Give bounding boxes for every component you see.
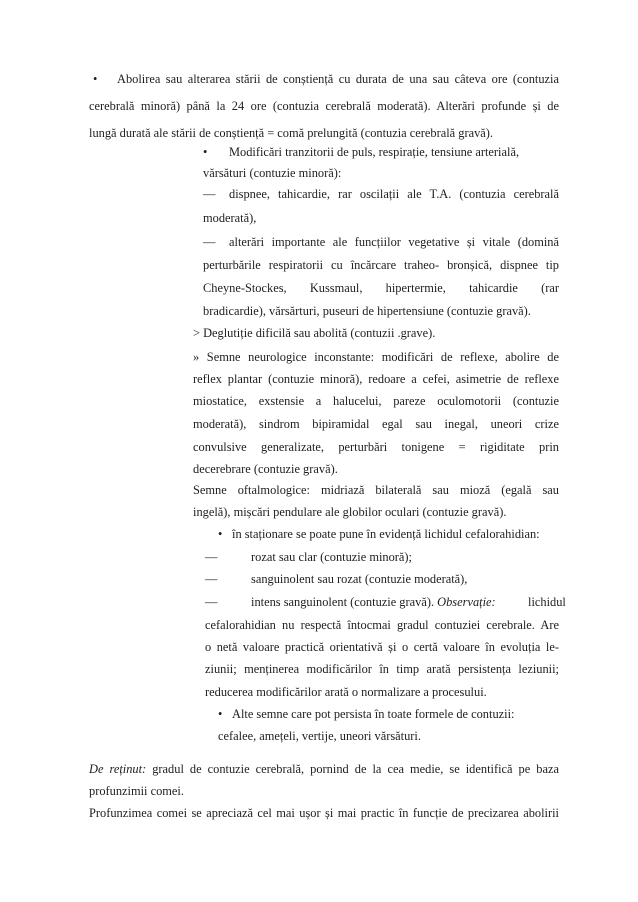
paragraph-text: intens sanguinolent (contuzie gravă). [251, 595, 435, 609]
paragraph-line: Cheyne-Stockes, Kussmaul, hipertermie, tahicardie (rar [203, 281, 559, 295]
dash-marker: — [205, 595, 218, 609]
paragraph-line: sanguinolent sau rozat (contuzie moderată), [251, 572, 468, 586]
paragraph-line: perturbările respiratorii cu încărcare traheo- bronșică, dispnee tip [203, 258, 559, 272]
paragraph-line: profunzimii comei. [89, 784, 184, 798]
paragraph-line: moderată), sindrom bipiramidal egal sau inegal, uneori crize [193, 417, 559, 431]
note-label: De reținut: [89, 762, 147, 776]
paragraph-line: moderată), [203, 211, 257, 225]
paragraph-line: ingelă), mișcări pendulare ale globilor oculari (contuzie gravă). [193, 505, 507, 519]
paragraph-line: > Deglutiție dificilă sau abolită (contuzii .grave). [193, 326, 436, 340]
paragraph-line: Profunzimea comei se apreciază cel mai ușor și mai practic în funcție de precizarea abolirii [89, 806, 559, 820]
paragraph-text: lichidul [528, 595, 566, 609]
paragraph-line: ziunii; menținerea modificărilor în timp arată persistența leziunii; [205, 662, 559, 676]
paragraph-line: Abolirea sau alterarea stării de conștiență cu durata de una sau câteva ore (contuzia [117, 72, 559, 86]
paragraph-line: cefalorahidian nu respectă întocmai gradul contuziei cerebrale. Are [205, 618, 559, 632]
paragraph-line: dispnee, tahicardie, rar oscilații ale T.A. (contuzia cerebrală [229, 187, 559, 201]
dash-marker: — [205, 550, 218, 564]
dash-marker: — [205, 572, 218, 586]
paragraph-line: cefalee, amețeli, vertije, uneori vărsături. [218, 729, 421, 743]
bullet-marker: • [203, 145, 208, 159]
paragraph-line: alterări importante ale funcțiilor vegetative și vitale (domină [229, 235, 559, 249]
paragraph-line: decerebrare (contuzie gravă). [193, 462, 338, 476]
paragraph-line: în staționare se poate pune în evidență lichidul cefalorahidian: [232, 527, 540, 541]
paragraph-line: o netă valoare practică orientativă și o certă valoare în evoluția le- [205, 640, 559, 654]
paragraph-line: vărsături (contuzie minoră): [203, 166, 342, 180]
dash-marker: — [203, 235, 216, 249]
paragraph-line: bradicardie), vărsărturi, puseuri de hipertensiune (contuzie gravă). [203, 304, 531, 318]
paragraph-line: Semne oftalmologice: midriază bilaterală sau mioză (egală sau [193, 483, 559, 497]
bullet-marker: • [218, 707, 223, 721]
dash-marker: — [203, 187, 216, 201]
paragraph-line: reducerea modificărilor arată o normalizare a procesului. [205, 685, 487, 699]
paragraph-line: convulsive generalizate, perturbări tonigene = rigiditate prin [193, 440, 559, 454]
paragraph-line: lungă durată ale stării de conștiență = comă prelungită (contuzia cerebrală gravă). [89, 126, 493, 140]
bullet-marker: • [93, 72, 98, 86]
observation-label: Observație: [437, 595, 496, 609]
paragraph-line: rozat sau clar (contuzie minoră); [251, 550, 412, 564]
paragraph-line: Alte semne care pot persista în toate formele de contuzii: [232, 707, 515, 721]
paragraph-line: reflex plantar (contuzie minoră), redoare a cefei, asimetrie de reflexe [193, 372, 559, 386]
paragraph-line [251, 595, 496, 610]
paragraph-text: gradul de contuzie cerebrală, pornind de la cea medie, se identifică pe baza [152, 762, 559, 776]
paragraph-line: Modificări tranzitorii de puls, respirație, tensiune arterială, [229, 145, 520, 159]
paragraph-line: cerebrală minoră) până la 24 ore (contuzia cerebrală moderată). Alterări profunde și de [89, 99, 559, 113]
paragraph-line: » Semne neurologice inconstante: modificări de reflexe, abolire de [193, 350, 559, 364]
paragraph-line [89, 762, 559, 777]
bullet-marker: • [218, 527, 223, 541]
paragraph-line: miostatice, exstensie a halucelui, pareze oculomotorii (contuzie [193, 394, 559, 408]
